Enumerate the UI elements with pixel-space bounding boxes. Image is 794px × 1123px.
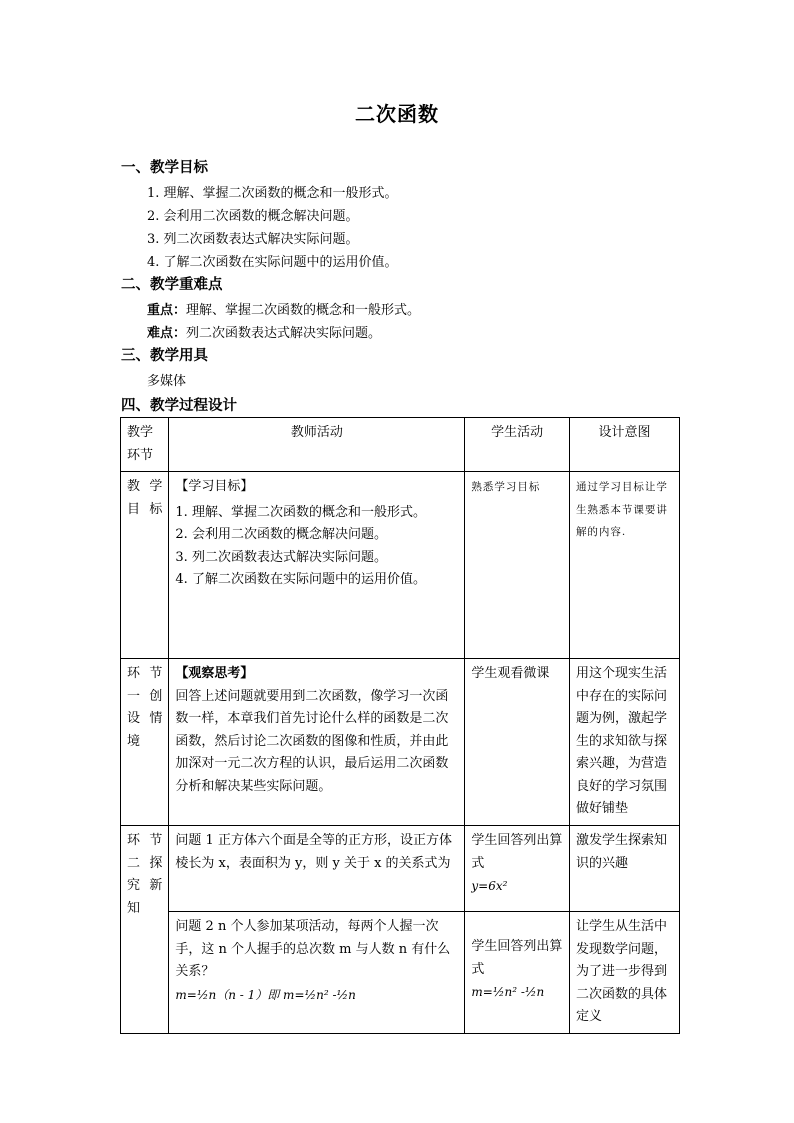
student-cell: [465, 826, 570, 912]
objective-item: 2. 会利用二次函数的概念解决问题。: [147, 209, 359, 224]
table-header-row: [121, 418, 680, 472]
header-teacher: 教师活动: [169, 418, 465, 472]
difficult-point-line: [147, 322, 381, 341]
objective-item: 4. 了解二次函数在实际问题中的运用价值。: [147, 255, 398, 270]
stage-cell: 教学目标: [121, 472, 169, 659]
intent-cell: 通过学习目标让学生熟悉本节课要讲解的内容.: [569, 472, 679, 659]
process-table: [120, 417, 680, 1034]
teacher-formula: m=½n（n - 1）即 m=½n² -½n: [175, 987, 356, 1002]
header-student: 学生活动: [465, 418, 570, 472]
teacher-cell-item: 4. 了解二次函数在实际问题中的运用价值。: [175, 572, 426, 587]
teacher-cell-item: 3. 列二次函数表达式解决实际问题。: [175, 549, 387, 565]
key-point-text: 理解、掌握二次函数的概念和一般形式。: [186, 303, 421, 318]
teacher-cell: [169, 472, 465, 659]
key-point-label: 重点：: [147, 303, 187, 318]
student-cell: [465, 912, 570, 1034]
section-heading-tools: 三、教学用具: [121, 347, 208, 364]
teacher-cell-text: 回答上述问题就要用到二次函数，像学习一次函数一样，本章我们首先讨论什么样的函数是二次函数，然后讨论二次函数的图像和性质，并由此加深对一元二次方程的认识，最后运用二次函数分析和解决某些实际问题。: [175, 688, 449, 794]
header-intent: 设计意图: [569, 418, 679, 472]
teacher-cell: 问题 1 正方体六个面是全等的正方形，设正方体棱长为 x，表面积为 y，则 y 关于 x 的关系式为: [169, 826, 465, 912]
table-row-explore-q1: [121, 826, 680, 912]
intent-cell: 激发学生探索知识的兴趣: [569, 826, 679, 912]
teacher-cell-title: 【观察思考】: [175, 666, 254, 681]
teacher-cell-text: 问题 2 n 个人参加某项活动，每两个人握一次手，这 n 个人握手的总次数 m 与人数 n 有什么关系？: [175, 919, 451, 979]
student-cell: 学生观看微课: [465, 659, 570, 826]
section-heading-process: 四、教学过程设计: [121, 397, 237, 414]
teacher-cell: [169, 912, 465, 1034]
teacher-cell: [169, 659, 465, 826]
stage-cell: 环节一创设情境: [121, 659, 169, 826]
objective-item: 1. 理解、掌握二次函数的概念和一般形式。: [147, 186, 398, 201]
difficult-point-text: 列二次函数表达式解决实际问题。: [186, 326, 382, 341]
student-cell-text: 学生回答列出算式: [471, 833, 563, 871]
student-cell-text: 学生回答列出算式: [471, 939, 563, 977]
table-row-scenario: [121, 659, 680, 826]
intent-cell: 让学生从生活中发现数学问题，为了进一步得到二次函数的具体定义: [569, 912, 679, 1034]
table-row-objectives: [121, 472, 680, 659]
teacher-cell-title: 【学习目标】: [175, 479, 254, 494]
section-heading-objectives: 一、教学目标: [121, 159, 208, 176]
stage-cell: 环节二探究新知: [121, 826, 169, 1034]
student-formula: m=½n² -½n: [471, 985, 545, 999]
page-title: 二次函数: [355, 102, 439, 126]
objective-item: 3. 列二次函数表达式解决实际问题。: [147, 232, 359, 247]
tools-text: 多媒体: [147, 374, 187, 389]
header-stage: 教学环节: [121, 418, 169, 472]
student-cell: 熟悉学习目标: [465, 472, 570, 659]
table-row-explore-q2: [121, 912, 680, 1034]
student-formula: y=6x²: [471, 879, 508, 893]
key-point-line: [147, 299, 420, 318]
section-heading-key-points: 二、教学重难点: [121, 276, 223, 293]
difficult-point-label: 难点：: [147, 326, 187, 341]
teacher-cell-item: 2. 会利用二次函数的概念解决问题。: [175, 527, 387, 542]
intent-cell: 用这个现实生活中存在的实际问题为例，激起学生的求知欲与探索兴趣，为营造良好的学习氛围做好铺垫: [569, 659, 679, 826]
teacher-cell-item: 1. 理解、掌握二次函数的概念和一般形式。: [175, 504, 426, 520]
